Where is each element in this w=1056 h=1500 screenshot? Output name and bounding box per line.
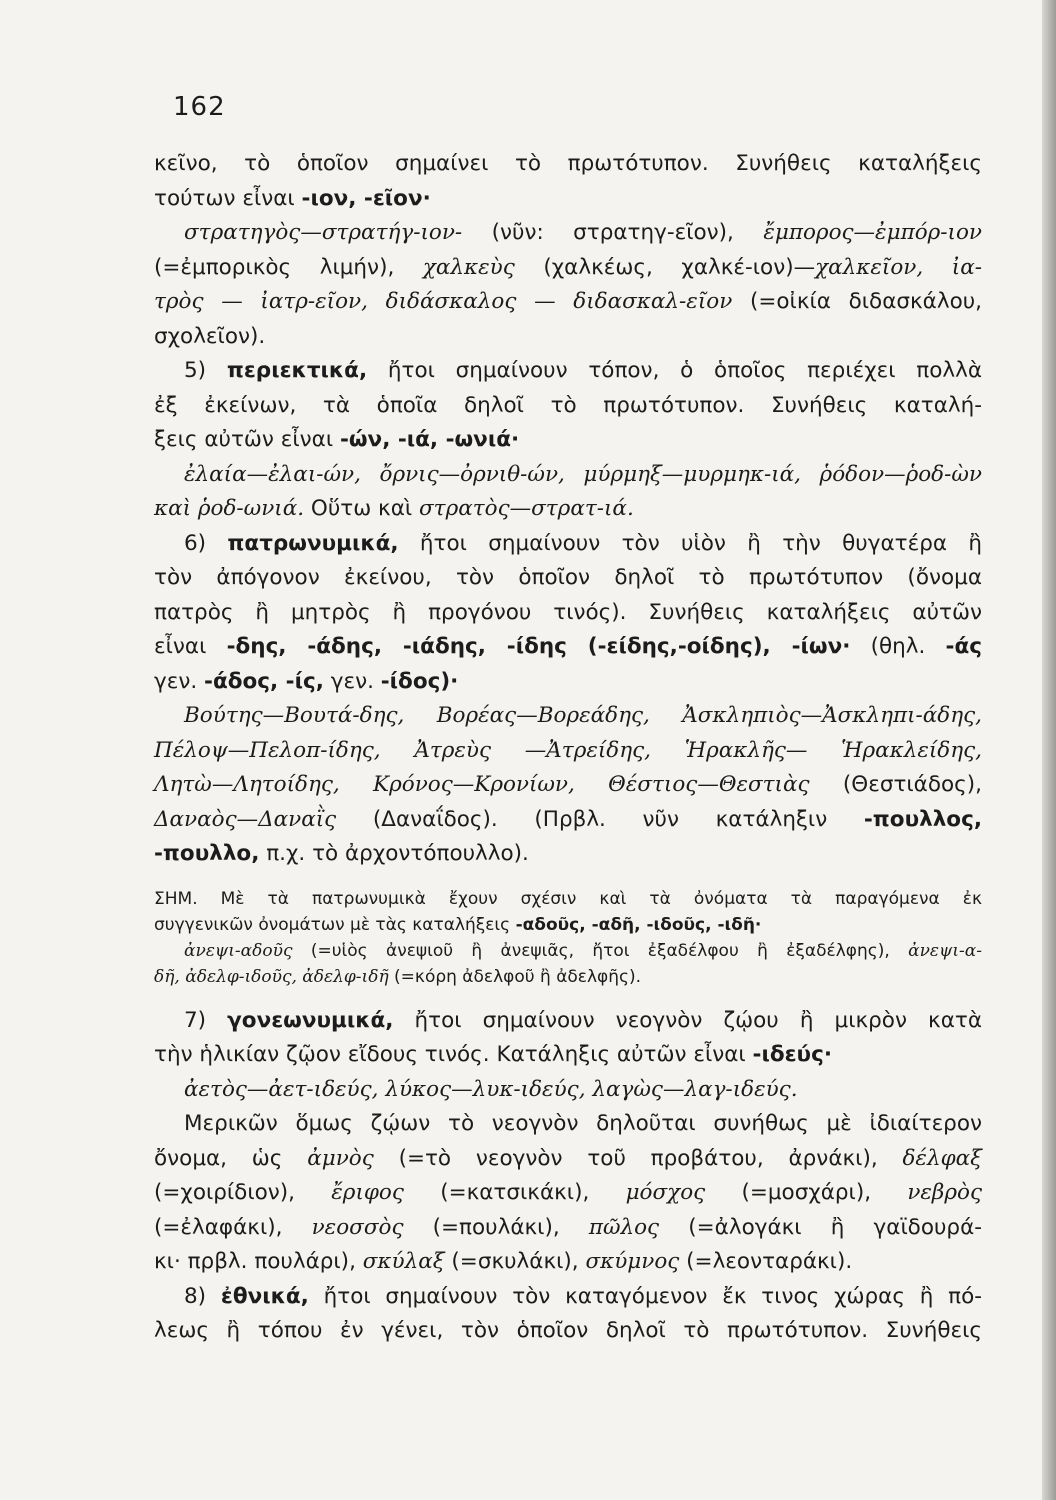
italic-run: ἀνεψι-α- xyxy=(908,940,982,961)
text-line: 7) γονεωνυμικά, ἤτοι σημαίνουν νεογνὸν ζῴου ἢ μικρὸν κατὰ xyxy=(184,1007,982,1033)
bold-run: -ίδος)· xyxy=(380,668,459,694)
text-line: Μερικῶν ὅμως ζῴων τὸ νεογνὸν δηλοῦται συνήθως μὲ ἰδιαίτερον xyxy=(184,1111,982,1136)
text-line: τὸν ἀπόγονον ἐκείνου, τὸν ὁποῖον δηλοῖ τὸ πρωτότυπον (ὄνομα xyxy=(154,565,982,590)
text-line: ὄνομα, ὡς ἀμνὸς (=τὸ νεογνὸν τοῦ προβάτου, ἀρνάκι), δέλφαξ xyxy=(154,1145,982,1171)
italic-run: σκύμνος xyxy=(585,1249,680,1274)
text-line: λεως ἢ τόπου ἐν γένει, τὸν ὁποῖον δηλοῖ τὸ πρωτότυπον. Συνήθεις xyxy=(154,1318,982,1343)
italic-run: σκύλαξ xyxy=(362,1249,445,1274)
italic-run: στρατηγὸς—στρατήγ-ιον- xyxy=(184,220,463,245)
text-line: τούτων εἶναι -ιον, -εῖον· xyxy=(154,185,431,211)
italic-run: νεοσσὸς xyxy=(311,1214,404,1240)
bold-run: -αδοῦς, -αδῆ, -ιδοῦς, -ιδῆ· xyxy=(515,914,762,935)
text-line: (=ἐλαφάκι), νεοσσὸς (=πουλάκι), πῶλος (=ἀλογάκι ἢ γαϊδουρά- xyxy=(154,1214,982,1240)
italic-run: πῶλος xyxy=(588,1214,660,1240)
text-line xyxy=(154,458,982,493)
text-line: (=ἐμπορικὸς λιμήν), χαλκεὺς (χαλκέως, χαλκέ-ιον)—χαλκεῖον, ἰα- xyxy=(154,254,982,280)
text-line: ξεις αὐτῶν εἶναι -ών, -ιά, -ωνιά· xyxy=(154,427,520,452)
text-line: 8) ἐθνικά, ἤτοι σημαίνουν τὸν καταγόμενον ἔκ τινος χώρας ἢ πό- xyxy=(184,1283,982,1309)
note-line: δῆ, ἀδελφ-ιδοῦς, ἀδελφ-ιδῆ (=κόρη ἀδελφοῦ ἢ ἀδελφῆς). xyxy=(154,966,642,987)
text-line: τὴν ἡλικίαν ζῷον εἴδους τινός. Κατάληξις αὐτῶν εἶναι -ιδεύς· xyxy=(154,1042,832,1067)
text-line xyxy=(154,734,982,769)
text-line: -πουλλο, π.χ. τὸ ἀρχοντόπουλλο). xyxy=(154,841,529,866)
italic-run: καὶ ῥοδ-ωνιά. xyxy=(154,496,305,521)
bold-run: -ιδεύς· xyxy=(752,1042,832,1067)
text-line: καὶ ῥοδ-ωνιά. Οὕτω καὶ στρατὸς—στρατ-ιά. xyxy=(154,496,634,521)
bold-run: -πουλλος, xyxy=(863,806,982,832)
text-line: (=χοιρίδιον), ἔριφος (=κατσικάκι), μόσχος (=μοσχάρι), νεβρὸς xyxy=(154,1180,982,1205)
bold-run: -ών, -ιά, -ωνιά· xyxy=(339,427,520,452)
italic-run: ἀνεψι-αδοῦς xyxy=(184,940,293,961)
italic-run: μόσχος xyxy=(625,1180,706,1205)
text-line xyxy=(154,1073,982,1108)
italic-run: νεβρὸς xyxy=(907,1180,982,1205)
text-line: κι· πρβλ. πουλάρι), σκύλαξ (=σκυλάκι), σκύμνος (=λεονταράκι). xyxy=(154,1249,853,1274)
italic-run: χαλκεὺς xyxy=(422,254,515,280)
text-line: Δαναὸς—Δαναῒς (Δαναΐδος). (Πρβλ. νῦν κατάληξιν -πουλλος, xyxy=(154,806,982,832)
page-edge-shadow xyxy=(1042,0,1056,1500)
italic-run: δέλφαξ xyxy=(902,1145,982,1171)
italic-run: Δαναὸς—Δαναῒς xyxy=(154,806,337,832)
note-line: ΣΗΜ. Μὲ τὰ πατρωνυμικὰ ἔχουν σχέσιν καὶ τὰ ὀνόματα τὰ παραγόμενα ἐκ xyxy=(154,888,982,909)
bold-run: -πουλλο, xyxy=(154,841,260,866)
italic-run: δῆ, ἀδελφ-ιδοῦς, ἀδελφ-ιδῆ xyxy=(154,966,389,987)
bold-run: -άδος, -ίς, xyxy=(204,668,324,694)
bold-run: γονεωνυμικά, xyxy=(227,1007,394,1033)
italic-run: Λητὼ—Λητοίδης, Κρόνος—Κρονίων, Θέστιος—Θεστιὰς xyxy=(154,772,810,797)
italic-run: στρατὸς—στρατ-ιά. xyxy=(419,496,634,521)
text-line: πατρὸς ἢ μητρὸς ἢ προγόνου τινός). Συνήθεις καταλήξεις αὐτῶν xyxy=(154,599,982,625)
text-line: Λητὼ—Λητοίδης, Κρόνος—Κρονίων, Θέστιος—Θεστιὰς (Θεστιάδος), xyxy=(154,772,982,797)
italic-run: ἀετὸς—ἀετ-ιδεύς, λύκος—λυκ-ιδεύς, λαγὼς—λαγ-ιδεύς. xyxy=(184,1076,798,1102)
italic-run: Πέλοψ—Πελοπ-ίδης, Ἀτρεὺς —Ἀτρείδης, Ἡρακλῆς— Ἡρακλείδης, xyxy=(154,737,982,763)
note-line: συγγενικῶν ὀνομάτων μὲ τὰς καταλήξεις -αδοῦς, -αδῆ, -ιδοῦς, -ιδῆ· xyxy=(154,914,762,935)
text-line: εἶναι -δης, -άδης, -ιάδης, -ίδης (-είδης,-οίδης), -ίων· (θηλ. -άς xyxy=(154,634,982,659)
text-line: κεῖνο, τὸ ὁποῖον σημαίνει τὸ πρωτότυπον. Συνήθεις καταλήξεις xyxy=(154,151,982,176)
text-line: σχολεῖον). xyxy=(154,323,266,349)
text-line: γεν. -άδος, -ίς, γεν. -ίδος)· xyxy=(154,668,459,694)
text-line: 5) περιεκτικά, ἤτοι σημαίνουν τόπον, ὁ ὁποῖος περιέχει πολλὰ xyxy=(184,358,982,383)
page-number: 162 xyxy=(173,92,226,122)
bold-run: -ιον, -εῖον· xyxy=(301,185,431,211)
note-line: ἀνεψι-αδοῦς (=υἱὸς ἀνεψιοῦ ἢ ἀνεψιᾶς, ἤτοι ἐξαδέλφου ἢ ἐξαδέλφης), ἀνεψι-α- xyxy=(184,940,982,961)
bold-run: πατρωνυμικά, xyxy=(227,530,399,556)
bold-run: περιεκτικά, xyxy=(226,358,368,383)
italic-run: Βούτης—Βουτά-δης, Βορέας—Βορεάδης, Ἀσκληπιὸς—Ἀσκληπι-άδης, xyxy=(184,703,982,728)
text-line: ἐξ ἐκείνων, τὰ ὁποῖα δηλοῖ τὸ πρωτότυπον. Συνήθεις καταλή- xyxy=(154,392,982,418)
text-line: τρὸς — ἰατρ-εῖον, διδάσκαλος — διδασκαλ-εῖον (=οἰκία διδασκάλου, xyxy=(154,289,983,314)
bold-run: -δης, -άδης, -ιάδης, -ίδης (-είδης,-οίδης), -ίων· xyxy=(226,634,851,659)
bold-run: ἐθνικά, xyxy=(220,1283,309,1309)
bold-run: -άς xyxy=(945,634,982,659)
text-line: στρατηγὸς—στρατήγ-ιον- (νῦν: στρατηγ-εῖον), ἔμπορος—ἐμπόρ-ιον xyxy=(184,220,982,245)
italic-run: ἔμπορος—ἐμπόρ-ιον xyxy=(763,220,982,245)
italic-run: τρὸς — ἰατρ-εῖον, διδάσκαλος — διδασκαλ-εῖον xyxy=(154,289,733,314)
text-line xyxy=(154,699,982,734)
text-line: 6) πατρωνυμικά, ἤτοι σημαίνουν τὸν υἱὸν ἢ τὴν θυγατέρα ἢ xyxy=(184,530,982,556)
italic-run: ἐλαία—ἐλαι-ών, ὄρνις—ὀρνιθ-ών, μύρμηξ—μυρμηκ-ιά, ῥόδον—ῥοδ-ὼν xyxy=(184,461,982,487)
italic-run: ἔριφος xyxy=(331,1180,404,1205)
italic-run: χαλκεῖον, ἰα- xyxy=(815,254,982,280)
italic-run: ἀμνὸς xyxy=(307,1145,374,1171)
page-body xyxy=(154,147,982,1349)
